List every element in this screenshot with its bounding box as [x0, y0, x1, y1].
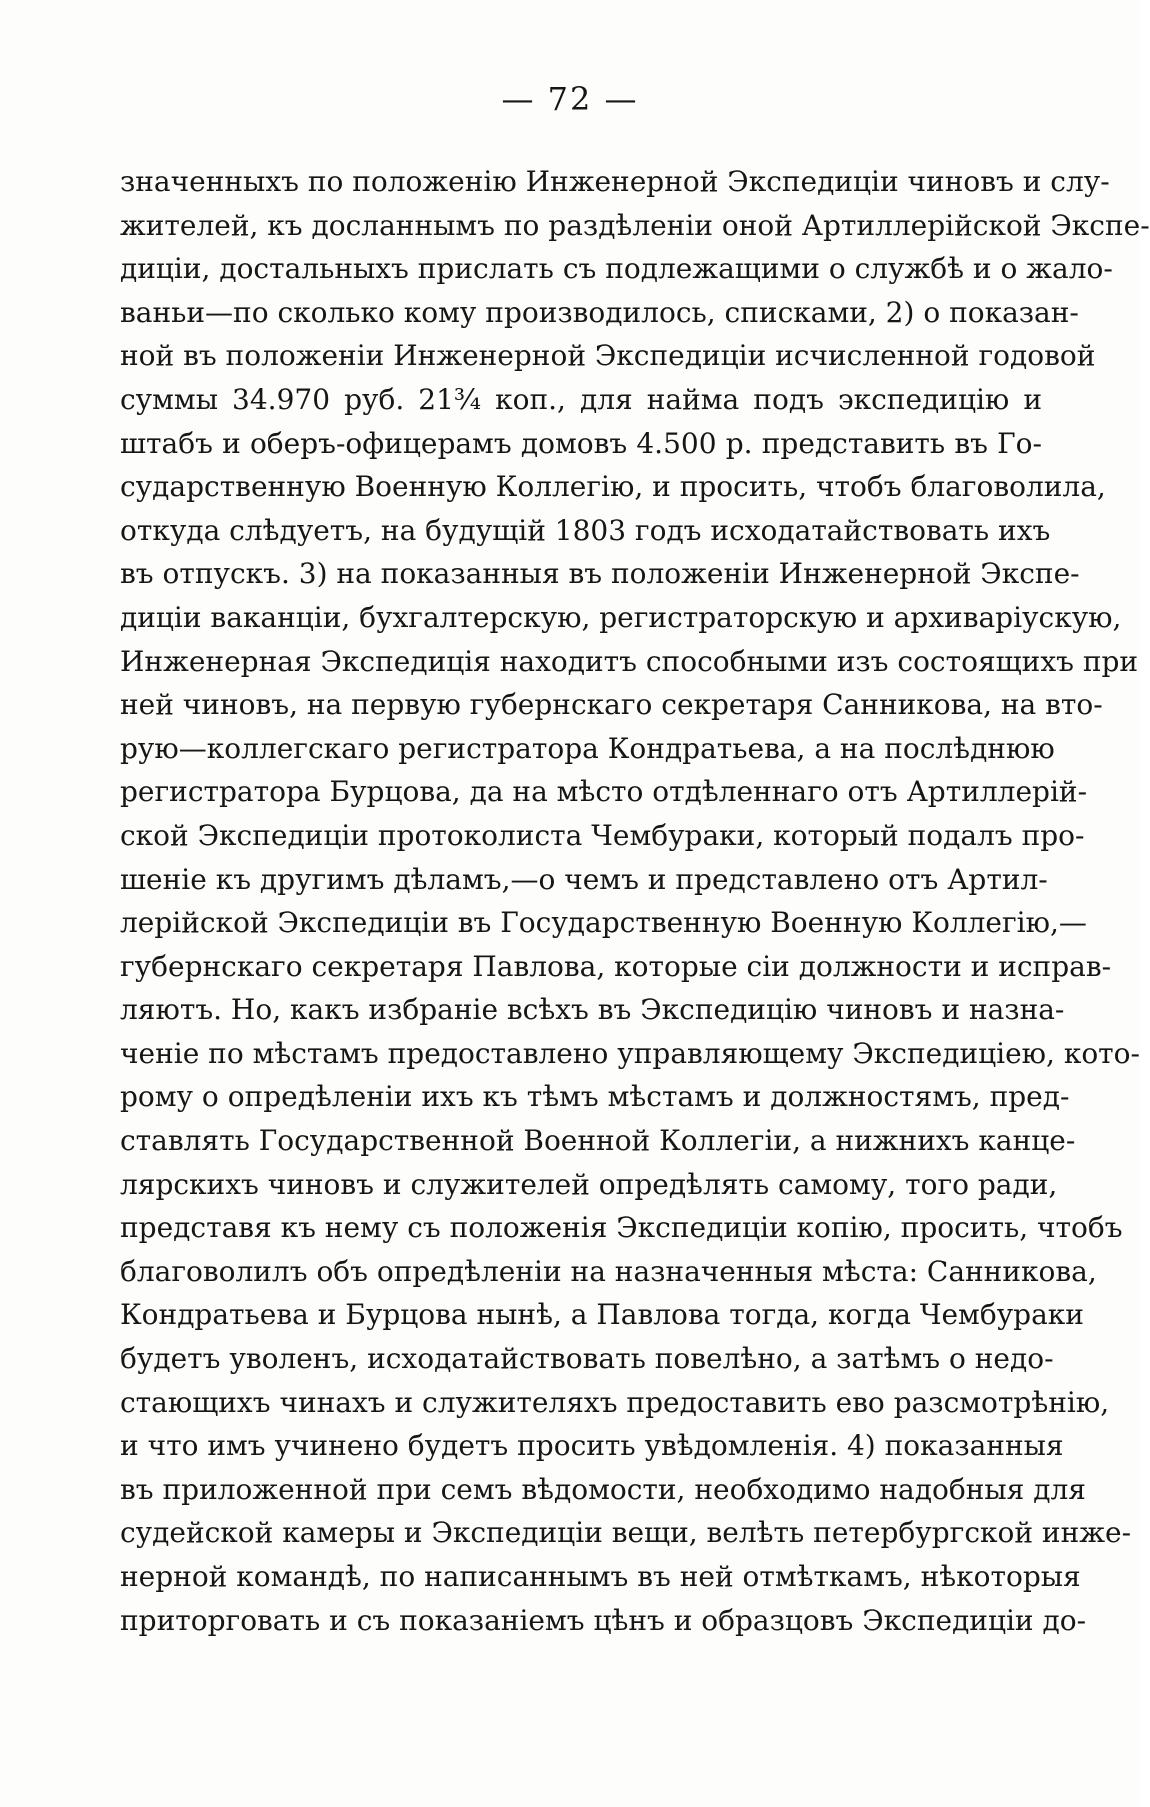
text-line: приторговать и съ показаніемъ цѣнъ и образцовъ Экспедиціи до-	[120, 1603, 1087, 1637]
text-line: Инженерная Экспедиція находитъ способными изъ состоящихъ при	[120, 644, 1139, 678]
text-line: откуда слѣдуетъ, на будущій 1803 годъ исходатайствовать ихъ	[120, 513, 1051, 547]
text-line: губернскаго секретаря Павлова, которые сіи должности и исправ-	[120, 949, 1112, 983]
text-line: благоволилъ объ опредѣленіи на назначенныя мѣста: Санникова,	[120, 1254, 1097, 1288]
text-line: въ отпускъ. 3) на показанныя въ положеніи Инженерной Экспе-	[120, 557, 1080, 591]
text-line: ляютъ. Но, какъ избраніе всѣхъ въ Экспедицію чиновъ и назна-	[120, 993, 1065, 1027]
text-line: будетъ уволенъ, исходатайствовать повелѣно, а затѣмъ о недо-	[120, 1342, 1054, 1376]
text-line: Кондратьева и Бурцова нынѣ, а Павлова тогда, когда Чембураки	[120, 1298, 1084, 1332]
text-line: жителей, къ досланнымъ по раздѣленіи оной Артиллерійской Экспе-	[120, 208, 1150, 242]
text-line: въ приложенной при семъ вѣдомости, необходимо надобныя для	[120, 1472, 1086, 1506]
text-line: ской Экспедиціи протоколиста Чембураки, который подалъ про-	[120, 818, 1085, 852]
text-line: сударственную Военную Коллегію, и просить, чтобъ благоволила,	[120, 470, 1106, 504]
text-line: суммы 34.970 руб. 21¾ коп., для найма подъ экспедицію и	[120, 382, 1042, 416]
text-line: ставлять Государственной Военной Коллегіи, а нижнихъ канце-	[120, 1124, 1076, 1158]
text-line: рому о опредѣленіи ихъ къ тѣмъ мѣстамъ и должностямъ, пред-	[120, 1080, 1070, 1114]
body-text	[120, 160, 1150, 1642]
text-line: лярскихъ чиновъ и служителей опредѣлять самому, того ради,	[120, 1167, 1058, 1201]
text-line: рую—коллегскаго регистратора Кондратьева, а на послѣднюю	[120, 731, 1055, 765]
text-line: ваньи—по сколько кому производилось, списками, 2) о показан-	[120, 295, 1079, 329]
text-line: нерной командѣ, по написаннымъ въ ней отмѣткамъ, нѣкоторыя	[120, 1560, 1081, 1593]
text-line: регистратора Бурцова, да на мѣсто отдѣленнаго отъ Артиллерій-	[120, 775, 1088, 809]
text-line: ней чиновъ, на первую губернскаго секретаря Санникова, на вто-	[120, 688, 1103, 722]
text-line: и что имъ учинено будетъ просить увѣдомленія. 4) показанныя	[120, 1429, 1064, 1463]
text-line: стающихъ чинахъ и служителяхъ предоставить ево разсмотрѣнію,	[120, 1385, 1110, 1419]
text-line: штабъ и оберъ-офицерамъ домовъ 4.500 р. представить въ Го-	[120, 426, 1042, 460]
text-line: лерійской Экспедиціи въ Государственную Военную Коллегію,—	[120, 906, 1087, 940]
text-line: судейской камеры и Экспедиціи вещи, велѣть петербургской инже-	[120, 1516, 1132, 1550]
text-line: представя къ нему съ положенія Экспедиціи копію, просить, чтобъ	[120, 1211, 1123, 1245]
text-line: диціи, достальныхъ прислать съ подлежащими о службѣ и о жало-	[120, 252, 1113, 286]
page-number: — 72 —	[501, 80, 639, 118]
text-line: шеніе къ другимъ дѣламъ,—о чемъ и представлено отъ Артил-	[120, 862, 1048, 896]
text-line: диціи ваканціи, бухгалтерскую, регистраторскую и архиваріускую,	[120, 600, 1122, 634]
text-line: ной въ положеніи Инженерной Экспедиціи исчисленной годовой	[120, 339, 1096, 373]
text-line: ченіе по мѣстамъ предоставлено управляющему Экспедиціею, кото-	[120, 1036, 1140, 1070]
text-line: значенныхъ по положенію Инженерной Экспедиціи чиновъ и слу-	[120, 165, 1110, 198]
